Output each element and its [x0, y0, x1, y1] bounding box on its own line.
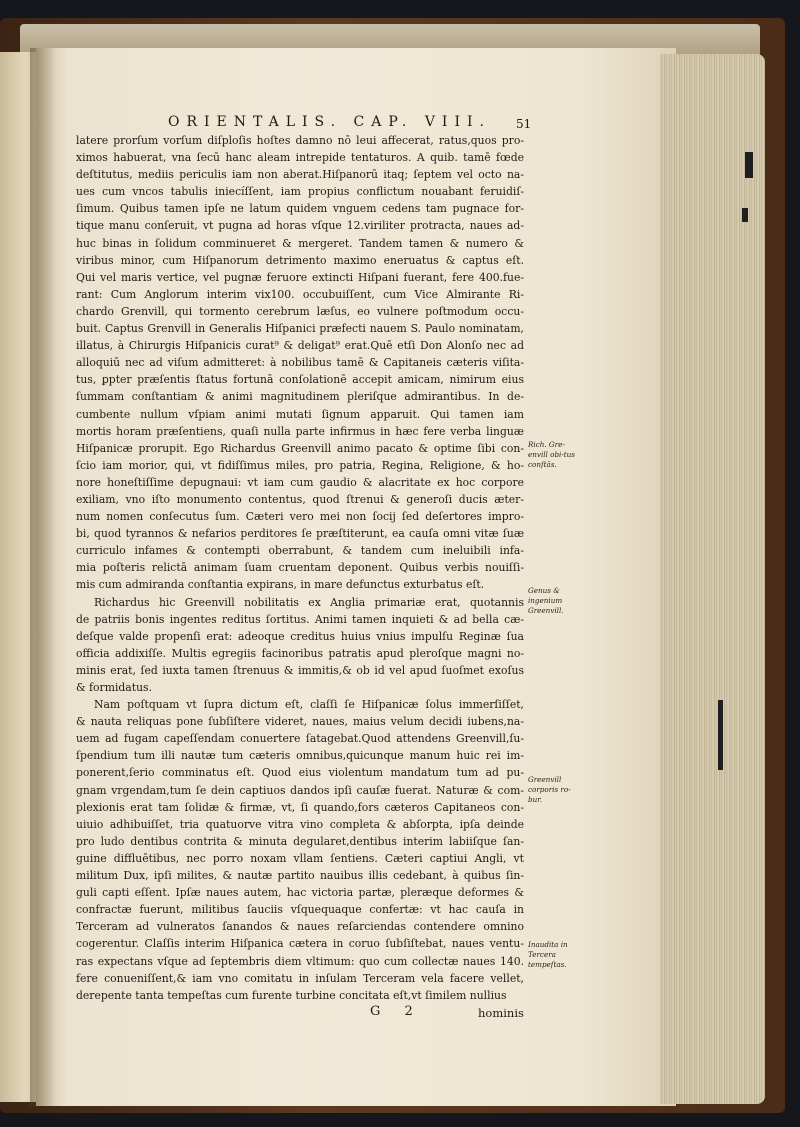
text-line: latere prorſum vorſum diſploſis hoſtes damno nō leui affecerat, ratus,quos pro- [76, 134, 524, 147]
text-line: tique manu conſeruit, vt pugna ad horas vſque 12.viriliter protracta, naues ad- [76, 219, 524, 233]
text-line: ras expectans vſque ad ſeptembris diem vltimum: quo cum collectæ naues 140. [76, 954, 524, 968]
text-line: uem ad fugam capeſſendam conuertere ſatagebat.Quod attendens Greenvill,ſu- [76, 732, 524, 746]
marginal-notes [528, 0, 576, 1127]
text-line: militum Dux, ipſi milites, & nautæ partito nauibus illis cedebant, à quibus ſin- [76, 869, 524, 883]
text-line: ſummam conſtantiam & animi magnitudinem pleriſque admirantibus. In de- [76, 390, 524, 404]
text-line: deſtitutus, mediis periculis iam non aberat.Hiſpanorū itaq; ſeptem vel octo na- [76, 168, 524, 182]
text-line: Nam poſtquam vt ſupra dictum eſt, claſſi ſe Hiſpanicæ ſolus immerſiſſet, [94, 698, 524, 712]
text-line: buit. Captus Grenvill in Generalis Hiſpanici præfecti nauem S. Paulo nominatam, [76, 322, 524, 336]
text-line: Richardus hic Greenvill nobilitatis ex Anglia primariæ erat, quotannis [94, 595, 524, 609]
text-line: fere conueniſſent,& iam vno comitatu in inſulam Terceram vela facere vellet, [76, 971, 524, 985]
marginal-note: Rich. Gre-envill obi-tus conſtās. [528, 440, 575, 469]
text-line: Terceram ad vulneratos ſanandos & naues reſarciendas contendere omnino [76, 920, 524, 934]
text-line: plexionis erat tam ſolidæ & firmæ, vt, ſi quando,fors cæteros Capitaneos con- [76, 800, 524, 814]
text-line: tus, ꝑpter præſentis ſtatus fortunā conſolationē accepit amicam, nimirum eius [76, 373, 524, 387]
running-header: ORIENTALIS. CAP. VIII. [168, 114, 491, 130]
text-line: bi, quod tyrannos & nefarios perditores ſe præſtiterunt, ea cauſa omni vitæ ſuæ [76, 527, 524, 541]
text-line: & formidatus. [76, 681, 153, 694]
catchword: hominis [478, 1006, 524, 1020]
text-line: cogerentur. Claſſis interim Hiſpanica cætera in coruo ſubſiſtebat, naues ventu- [76, 937, 524, 951]
text-line: deſque valde propenſi erat: adeoque creditus huius vnius impulſu Reginæ ſua [76, 629, 524, 643]
signature-mark: G 2 [370, 1004, 423, 1019]
text-line: mortis horam præſentiens, quaſi nulla parte infirmus in hæc fere verba linguæ [76, 424, 524, 438]
text-line: de patriis bonis ingentes reditus ſortitus. Animi tamen inquieti & ad bella cæ- [76, 612, 524, 626]
marginal-note: Greenvill corporis ro-bur. [528, 775, 571, 804]
text-line: Qui vel maris vertice, vel pugnæ feruore extincti Hiſpani fuerant, fere 400.fue- [76, 270, 524, 284]
ink-mark [745, 152, 753, 178]
text-line: minis erat, ſed iuxta tamen ſtrenuus & immitis,& ob id vel apud ſuoſmet exoſus [76, 663, 524, 677]
page-number: 51 [516, 117, 532, 131]
text-line: num nomen conſecutus ſum. Cæteri vero mei non ſocij ſed deſertores impro- [76, 510, 524, 524]
text-line: guli capti eſſent. Ipſæ naues autem, hac victoria partæ, pleræque deformes & [76, 886, 524, 900]
text-line: Hiſpanicæ prorupit. Ego Richardus Greenvill animo pacato & optime ſibi con- [76, 441, 524, 455]
ink-mark [718, 700, 723, 770]
text-line: ſimum. Quibus tamen ipſe ne latum quidem vnguem cedens tam pugnace for- [76, 202, 524, 216]
text-line: cumbente nullum vſpiam animi mutati ſignum apparuit. Qui tamen iam [76, 407, 524, 421]
text-line: gnam vrgendam,tum ſe dein captiuos dandos ipſi cauſæ fuerat. Naturæ & com- [76, 783, 524, 797]
text-line: viribus minor, cum Hiſpanorum detrimento maximo eneruatus & captus eſt. [76, 253, 524, 267]
marginal-note: Genus & ingenium Greenvill. [528, 586, 564, 615]
text-line: ponerent,ſerio comminatus eſt. Quod eius violentum mandatum tum ad pu- [76, 766, 524, 780]
text-line: pro ludo dentibus contrita & minuta degularet,dentibus interim labiiſque ſan- [76, 834, 524, 848]
text-line: ſpendium tum illi nautæ tum cæteris omnibus,quicunque manum huic rei im- [76, 749, 524, 763]
text-line: ximos habuerat, vna ſecū hanc aleam intrepide tentaturos. A quib. tamē fœde [76, 151, 524, 165]
text-line: huc binas in ſolidum comminueret & mergeret. Tandem tamen & numero & [76, 236, 524, 250]
text-line: exiliam, vno iſto monumento contentus, quod ſtrenui & generoſi ducis æter- [76, 492, 524, 506]
page-gutter-shadow [30, 48, 56, 1106]
page-fore-edge [660, 54, 765, 1104]
text-line: curriculo infames & contempti oberrabunt, & tandem cum ineluibili infa- [76, 544, 524, 558]
text-line: rant: Cum Anglorum interim vix100. occubuiſſent, cum Vice Almirante Ri- [76, 287, 524, 301]
text-line: ſcio iam morior, qui, vt fidiſſimus miles, pro patria, Regina, Religione, & ho- [76, 458, 524, 472]
text-line: nore honeſtiſſime depugnaui: vt iam cum gaudio & alacritate ex hoc corpore [76, 475, 524, 489]
body-text [76, 132, 524, 1004]
text-line: chardo Grenvill, qui tormento cerebrum læſus, eo vulnere poſtmodum occu- [76, 304, 524, 318]
text-line: derepente tanta tempeſtas cum furente turbine concitata eſt,vt ſimilem nullius [76, 988, 507, 1002]
text-line: illatus, à Chirurgis Hiſpanicis curat⁹ & deligat⁹ erat.Quē etſi Don Alonſo nec ad [76, 339, 524, 353]
text-line: officia addixiſſe. Multis egregiis facinoribus patratis apud pleroſque magni no- [76, 646, 524, 660]
text-line: alloquiū nec ad viſum admitteret: à nobilibus tamē & Capitaneis cæteris viſita- [76, 356, 524, 370]
text-line: & nauta reliquas pone ſubſiſtere videret, naues, maius velum decidi iubens,na- [76, 715, 524, 729]
text-line: guine diffluētibus, nec porro noxam vllam ſentiens. Cæteri captiui Angli, vt [76, 851, 524, 865]
text-line: uiuio adhibuiſſet, tria quatuorve vitra vino completa & abſorpta, ipſa deinde [76, 817, 524, 831]
marginal-note: Inaudita in Tercera tempeſtas. [528, 940, 568, 969]
text-line: confractæ fuerunt, militibus ſauciis vſquequaque confertæ: vt hac cauſa in [76, 903, 524, 917]
text-line: mis cum admiranda conſtantia expirans, in mare defunctus exturbatus eſt. [76, 578, 485, 592]
text-line: mia poſteris relictā animam ſuam cruentam deponent. Quibus verbis nouiſſi- [76, 561, 524, 575]
text-line: ues cum vncos tabulis iniecíſſent, iam propius conflictum nouabant feruidiſ- [76, 185, 524, 199]
ink-mark [742, 208, 748, 222]
